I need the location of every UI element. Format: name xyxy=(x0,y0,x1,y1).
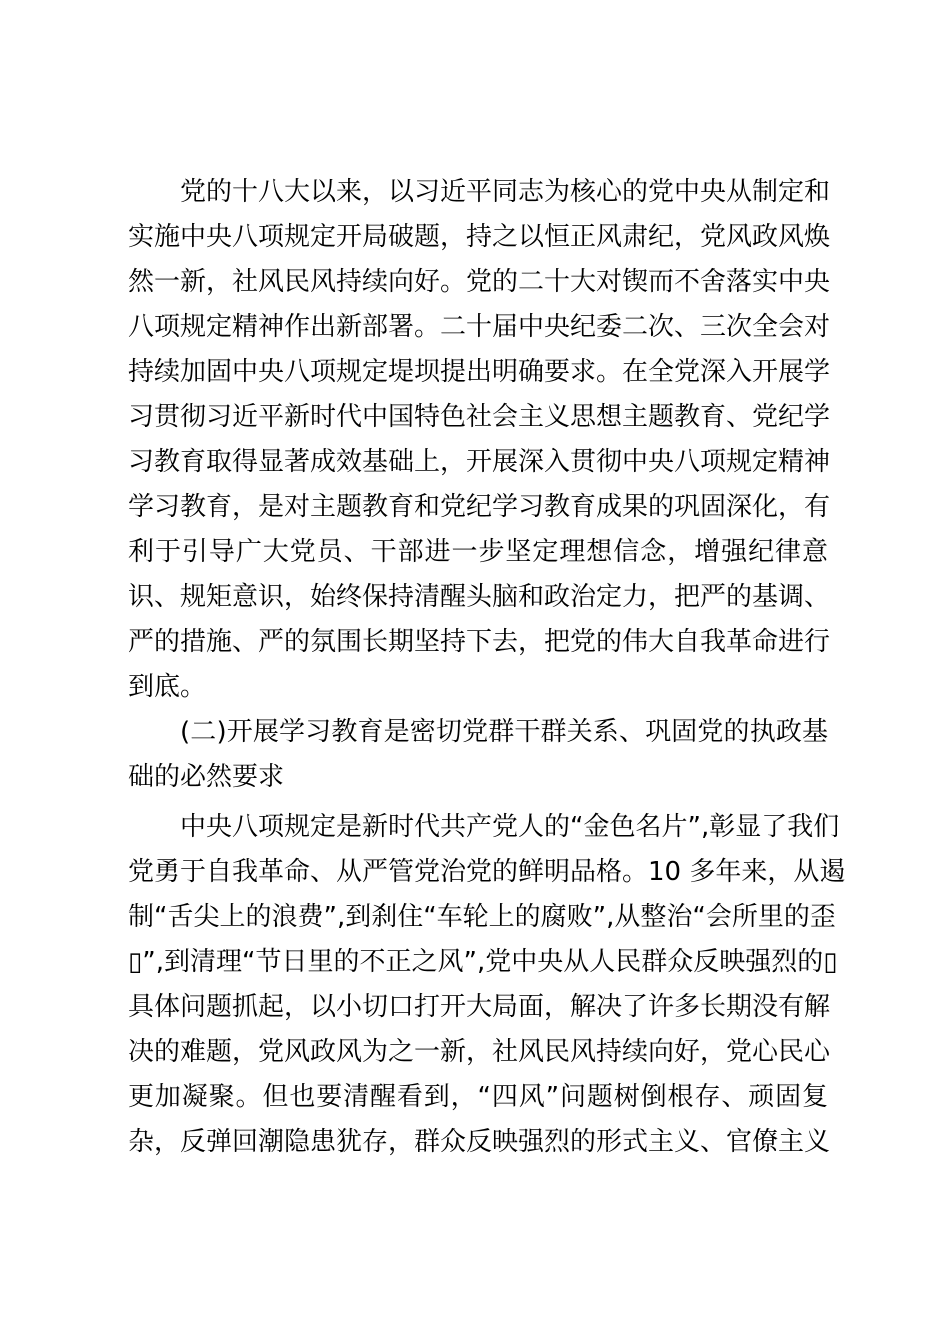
paragraph-1-line-10: 识、规矩意识，始终保持清醒头脑和政治定力，把严的基调、 xyxy=(128,582,831,612)
paragraph-1-line-6: 习贯彻习近平新时代中国特色社会主义思想主题教育、党纪学 xyxy=(128,402,831,432)
paragraph-1-line-8: 学习教育，是对主题教育和党纪学习教育成果的巩固深化，有 xyxy=(128,492,831,522)
paragraph-3-line-7: 更加凝聚。但也要清醒看到，“四风”问题树倒根存、顽固复 xyxy=(128,1082,828,1112)
paragraph-1-line-4: 八项规定精神作出新部署。二十届中央纪委二次、三次全会对 xyxy=(128,312,831,342)
section-heading-line-1: (二)开展学习教育是密切党群干群关系、巩固党的执政基 xyxy=(180,717,828,747)
paragraph-1-line-11: 严的措施、严的氛围长期坚持下去，把党的伟大自我革命进行 xyxy=(128,627,831,657)
paragraph-3-line-5: 具体问题抓起，以小切口打开大局面，解决了许多长期没有解 xyxy=(128,992,831,1022)
paragraph-3-line-8: 杂，反弹回潮隐患犹存，群众反映强烈的形式主义、官僚主义 xyxy=(128,1127,831,1157)
paragraph-3-line-2: 党勇于自我革命、从严管党治党的鲜明品格。10 多年来，从遏 xyxy=(128,857,846,887)
paragraph-3-line-3: 制“舌尖上的浪费”,到刹住“车轮上的腐败”,从整治“会所里的歪 xyxy=(128,902,836,932)
paragraph-1-line-2: 实施中央八项规定开局破题，持之以恒正风肃纪，党风政风焕 xyxy=(128,222,831,252)
paragraph-1-line-1: 党的十八大以来，以习近平同志为核心的党中央从制定和 xyxy=(180,177,831,207)
paragraph-3-line-4: ▯”,到清理“节日里的不正之风”,党中央从人民群众反映强烈的▯ xyxy=(128,947,838,977)
section-heading-line-2: 础的必然要求 xyxy=(128,762,285,792)
paragraph-1-line-5: 持续加固中央八项规定堤坝提出明确要求。在全党深入开展学 xyxy=(128,357,831,387)
paragraph-1-line-3: 然一新，社风民风持续向好。党的二十大对锲而不舍落实中央 xyxy=(128,267,831,297)
paragraph-1-line-7: 习教育取得显著成效基础上，开展深入贯彻中央八项规定精神 xyxy=(128,447,831,477)
paragraph-1-line-12: 到底。 xyxy=(128,672,207,702)
paragraph-3-line-6: 决的难题，党风政风为之一新，社风民风持续向好，党心民心 xyxy=(128,1037,831,1067)
paragraph-3-line-1: 中央八项规定是新时代共产党人的“金色名片”,彰显了我们 xyxy=(180,812,840,842)
paragraph-1-line-9: 利于引导广大党员、干部进一步坚定理想信念，增强纪律意 xyxy=(128,537,828,567)
